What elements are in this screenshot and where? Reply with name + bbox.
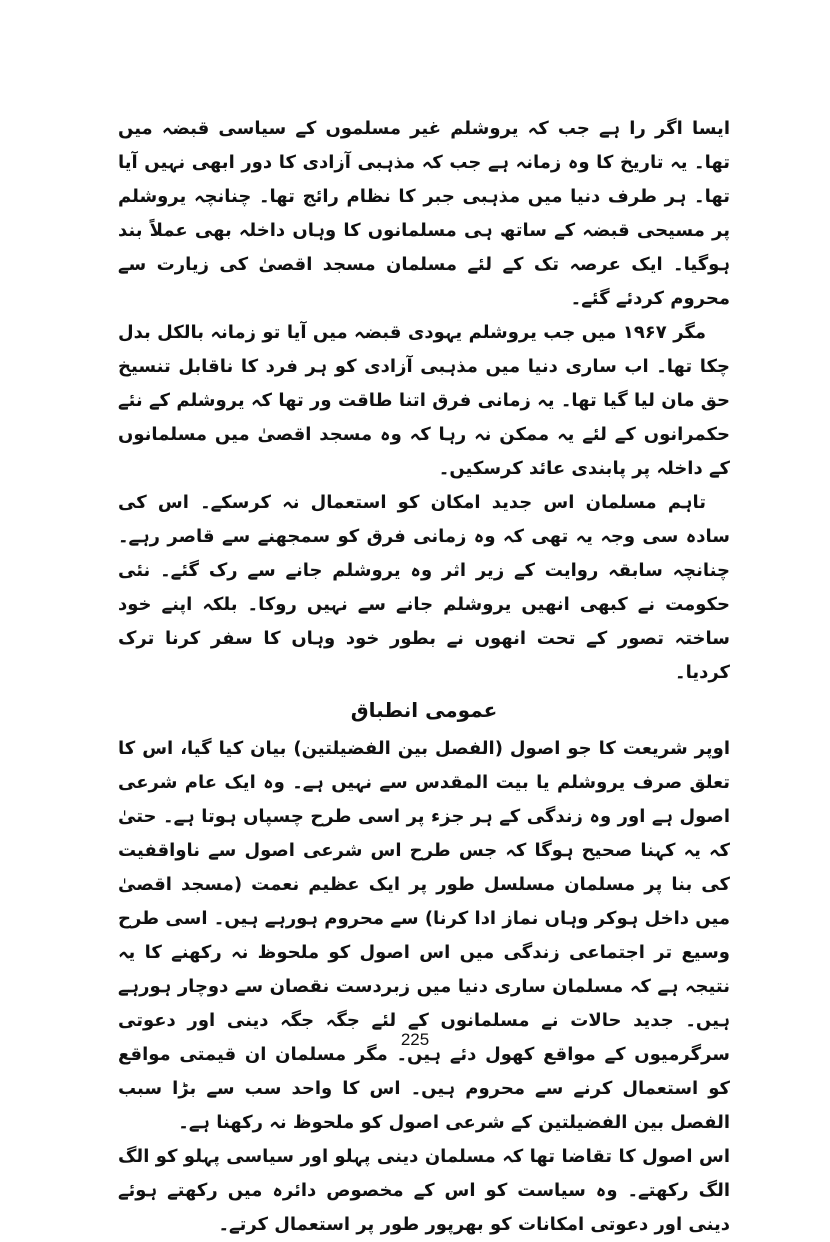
section-heading: عمومی انطباق [350,698,498,722]
main-text-block [118,112,730,1242]
page-number: 225 [400,1030,430,1049]
paragraph-1: ایسا اگر را ہے جب کہ یروشلم غیر مسلموں کے سیاسی قبضہ میں تھا۔ یہ تاریخ کا وہ زمانہ ہے جب کہ مذہبی آزادی کا دور ابھی نہیں آیا تھا۔ ہر طرف دنیا میں مذہبی جبر کا نظام رائج تھا۔ چنانچہ یروشلم پر مسیحی قبضہ کے ساتھ ہی مسلمانوں کا وہاں داخلہ بھی عملاً بند ہوگیا۔ ایک عرصہ تک کے لئے مسلمان مسجد اقصیٰ کی زیارت سے محروم کردئے گئے۔ [118,118,730,309]
paragraph-2: مگر ۱۹۶۷ میں جب یروشلم یہودی قبضہ میں آیا تو زمانہ بالکل بدل چکا تھا۔ اب ساری دنیا میں مذہبی آزادی کو ہر فرد کا ناقابل تنسیخ حق مان لیا گیا تھا۔ یہ زمانی فرق اتنا طاقت ور تھا کہ یروشلم کے نئے حکمرانوں کے لئے یہ ممکن نہ رہا کہ وہ مسجد اقصیٰ میں مسلمانوں کے داخلہ پر پابندی عائد کرسکیں۔ [118,322,730,479]
paragraph-4: اوپر شریعت کا جو اصول (الفصل بین الفضیلتین) بیان کیا گیا، اس کا تعلق صرف یروشلم یا بیت المقدس سے نہیں ہے۔ وہ ایک عام شرعی اصول ہے اور وہ زندگی کے ہر جزء پر اسی طرح چسپاں ہوتا ہے۔ حتیٰ کہ یہ کہنا صحیح ہوگا کہ جس طرح اس شرعی اصول سے ناواقفیت کی بنا پر مسلمان مسلسل طور پر ایک عظیم نعمت (مسجد اقصیٰ میں داخل ہوکر وہاں نماز ادا کرنا) سے محروم ہورہے ہیں۔ اسی طرح وسیع تر اجتماعی زندگی میں اس اصول کو ملحوظ نہ رکھنے کا یہ نتیجہ ہے کہ مسلمان ساری دنیا میں زبردست نقصان سے دوچار ہورہے ہیں۔ جدید حالات نے مسلمانوں کے لئے جگہ جگہ دینی اور دعوتی سرگرمیوں کے مواقع کھول دئے ہیں۔ مگر مسلمان ان قیمتی مواقع کو استعمال کرنے سے محروم ہیں۔ اس کا واحد سب سے بڑا سبب الفصل بین الفضیلتین کے شرعی اصول کو ملحوظ نہ رکھنا ہے۔ [118,738,730,1133]
paragraph-5: اس اصول کا تقاضا تھا کہ مسلمان دینی پہلو اور سیاسی پہلو کو الگ الگ رکھتے۔ وہ سیاست کو اس کے مخصوص دائرہ میں رکھتے ہوئے دینی اور دعوتی امکانات کو بھرپور طور پر استعمال کرتے۔ [118,1146,730,1235]
paragraph-3: تاہم مسلمان اس جدید امکان کو استعمال نہ کرسکے۔ اس کی سادہ سی وجہ یہ تھی کہ وہ زمانی فرق کو سمجھنے سے قاصر رہے۔ چنانچہ سابقہ روایت کے زیر اثر وہ یروشلم جانے سے رک گئے۔ نئی حکومت نے کبھی انھیں یروشلم جانے سے نہیں روکا۔ بلکہ اپنے خود ساختہ تصور کے تحت انھوں نے بطور خود وہاں کا سفر کرنا ترک کردیا۔ [118,492,730,683]
